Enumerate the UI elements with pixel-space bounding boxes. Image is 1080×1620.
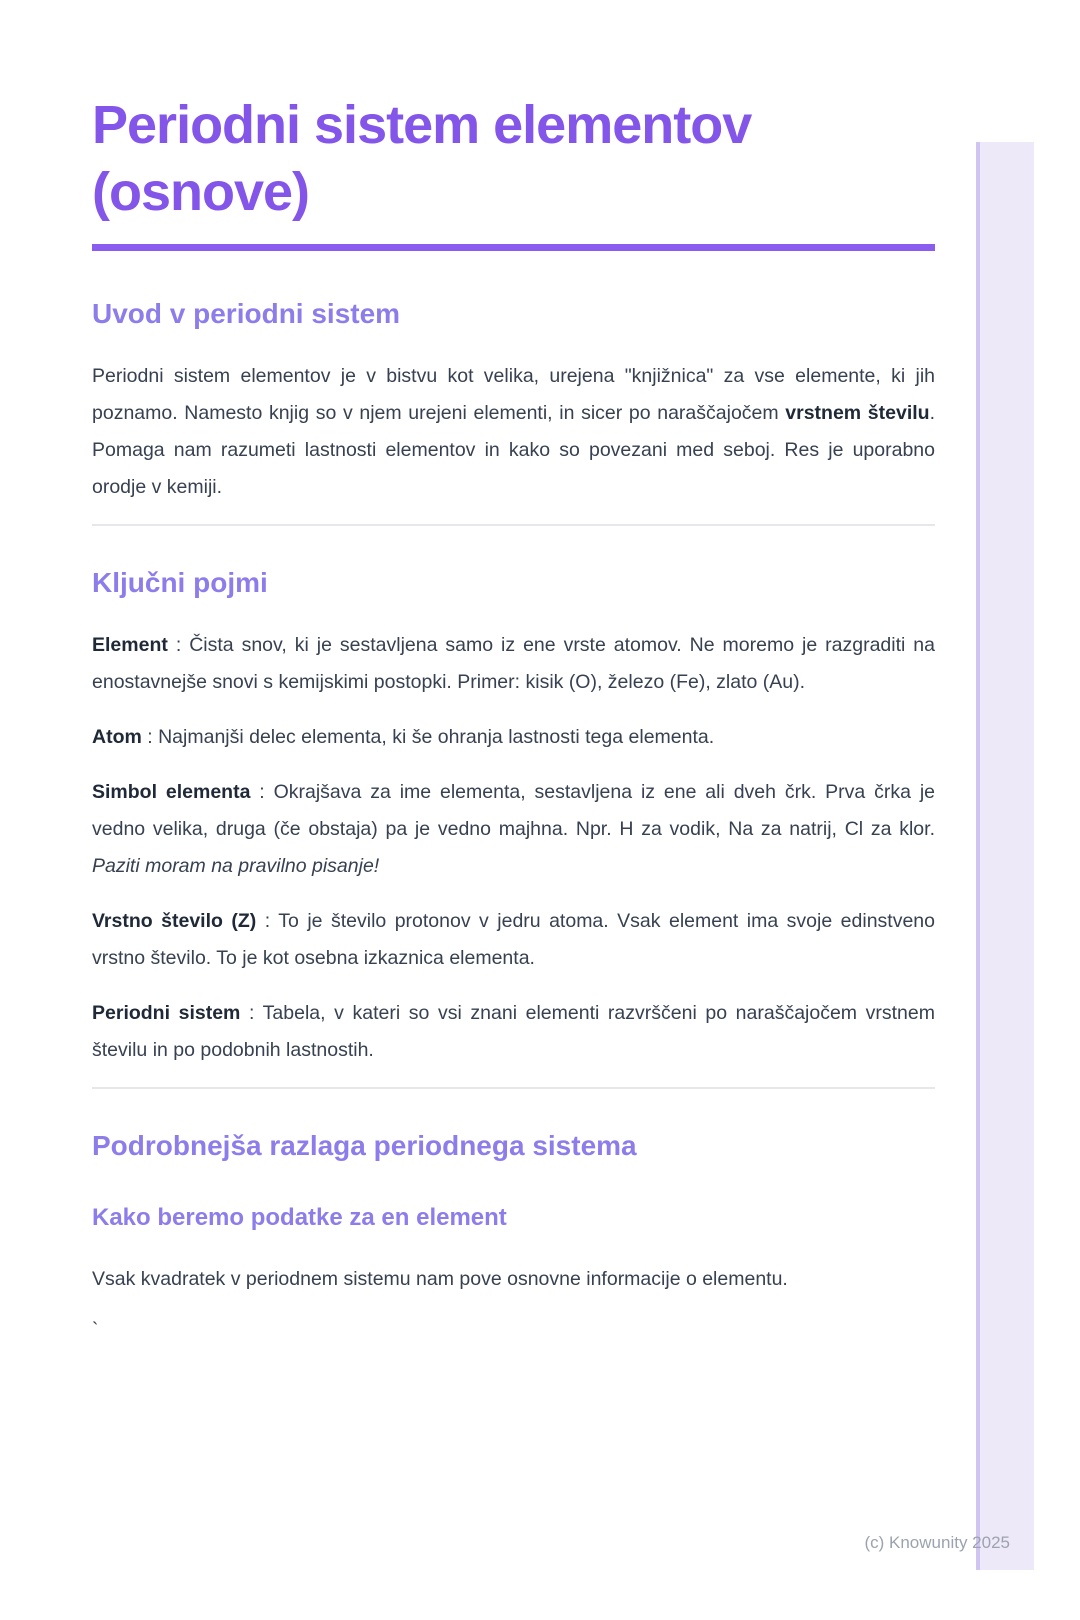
- intro-heading: Uvod v periodni sistem: [92, 298, 401, 329]
- section-divider: [92, 1087, 935, 1089]
- details-subheading: Kako beremo podatke za en element: [92, 1204, 507, 1231]
- intro-text-after: . Pomaga nam razumeti lastnosti elementov in kako so povezani med seboj. Res je uporabno orodje v kemiji.: [92, 402, 935, 498]
- term-label: Simbol elementa: [92, 781, 251, 803]
- term-separator: :: [256, 910, 279, 932]
- term-definition: Okrajšava za ime elementa, sestavljena iz ene ali dveh črk. Prva črka je vedno velika, druga (če obstaja) pa je vedno majhna. Npr. H za vodik, Na za natrij, Cl za klor.: [92, 781, 935, 840]
- term-separator: :: [240, 1002, 263, 1024]
- section-key-terms: [92, 566, 935, 1069]
- term-label: Vrstno število (Z): [92, 910, 257, 932]
- stray-backtick-character: `: [92, 1320, 99, 1341]
- details-paragraph: Vsak kvadratek v periodnem sistemu nam pove osnovne informacije o elementu.: [92, 1268, 788, 1290]
- section-details: [92, 1129, 935, 1342]
- page-title: Periodni sistem elementov (osnove): [92, 95, 752, 222]
- term-paragraph-atom: [92, 719, 935, 756]
- term-paragraph-element: [92, 627, 935, 701]
- title-underline-rule: [92, 244, 935, 251]
- term-separator: :: [141, 726, 159, 748]
- key-terms-heading: Ključni pojmi: [92, 567, 268, 598]
- details-heading: Podrobnejša razlaga periodnega sistema: [92, 1130, 637, 1161]
- term-italic-note: Paziti moram na pravilno pisanje!: [92, 855, 380, 877]
- intro-text-before: Periodni sistem elementov je v bistvu kot velika, urejena "knjižnica" za vse elemente, ki jih poznamo. Namesto knjig so v njem urejeni elementi, in sicer po naraščajočem: [92, 365, 935, 424]
- term-definition: To je število protonov v jedru atoma. Vsak element ima svoje edinstveno vrstno število. To je kot osebna izkaznica elementa.: [92, 910, 935, 969]
- term-paragraph-periodni-sistem: [92, 995, 935, 1069]
- term-separator: :: [250, 781, 274, 803]
- term-definition: Tabela, v kateri so vsi znani elementi razvrščeni po naraščajočem vrstnem številu in po podobnih lastnostih.: [92, 1002, 935, 1061]
- intro-bold-term: vrstnem številu: [785, 402, 930, 424]
- term-label: Element: [92, 634, 168, 656]
- term-paragraph-simbol: [92, 774, 935, 885]
- term-definition: Čista snov, ki je sestavljena samo iz ene vrste atomov. Ne moremo je razgraditi na enostavnejše snovi s kemijskimi postopki. Primer: kisik (O), železo (Fe), zlato (Au).: [92, 634, 935, 693]
- term-label: Atom: [92, 726, 142, 748]
- section-intro: [92, 297, 935, 506]
- term-separator: :: [167, 634, 190, 656]
- term-definition: Najmanjši delec elementa, ki še ohranja lastnosti tega elementa.: [158, 726, 715, 748]
- intro-paragraph: [92, 358, 935, 506]
- side-accent-bar: [976, 142, 1034, 1570]
- copyright-footer: (c) Knowunity 2025: [864, 1533, 1010, 1552]
- document-body: [92, 92, 935, 1342]
- term-paragraph-vrstno-stevilo: [92, 903, 935, 977]
- term-label: Periodni sistem: [92, 1002, 241, 1024]
- section-divider: [92, 524, 935, 526]
